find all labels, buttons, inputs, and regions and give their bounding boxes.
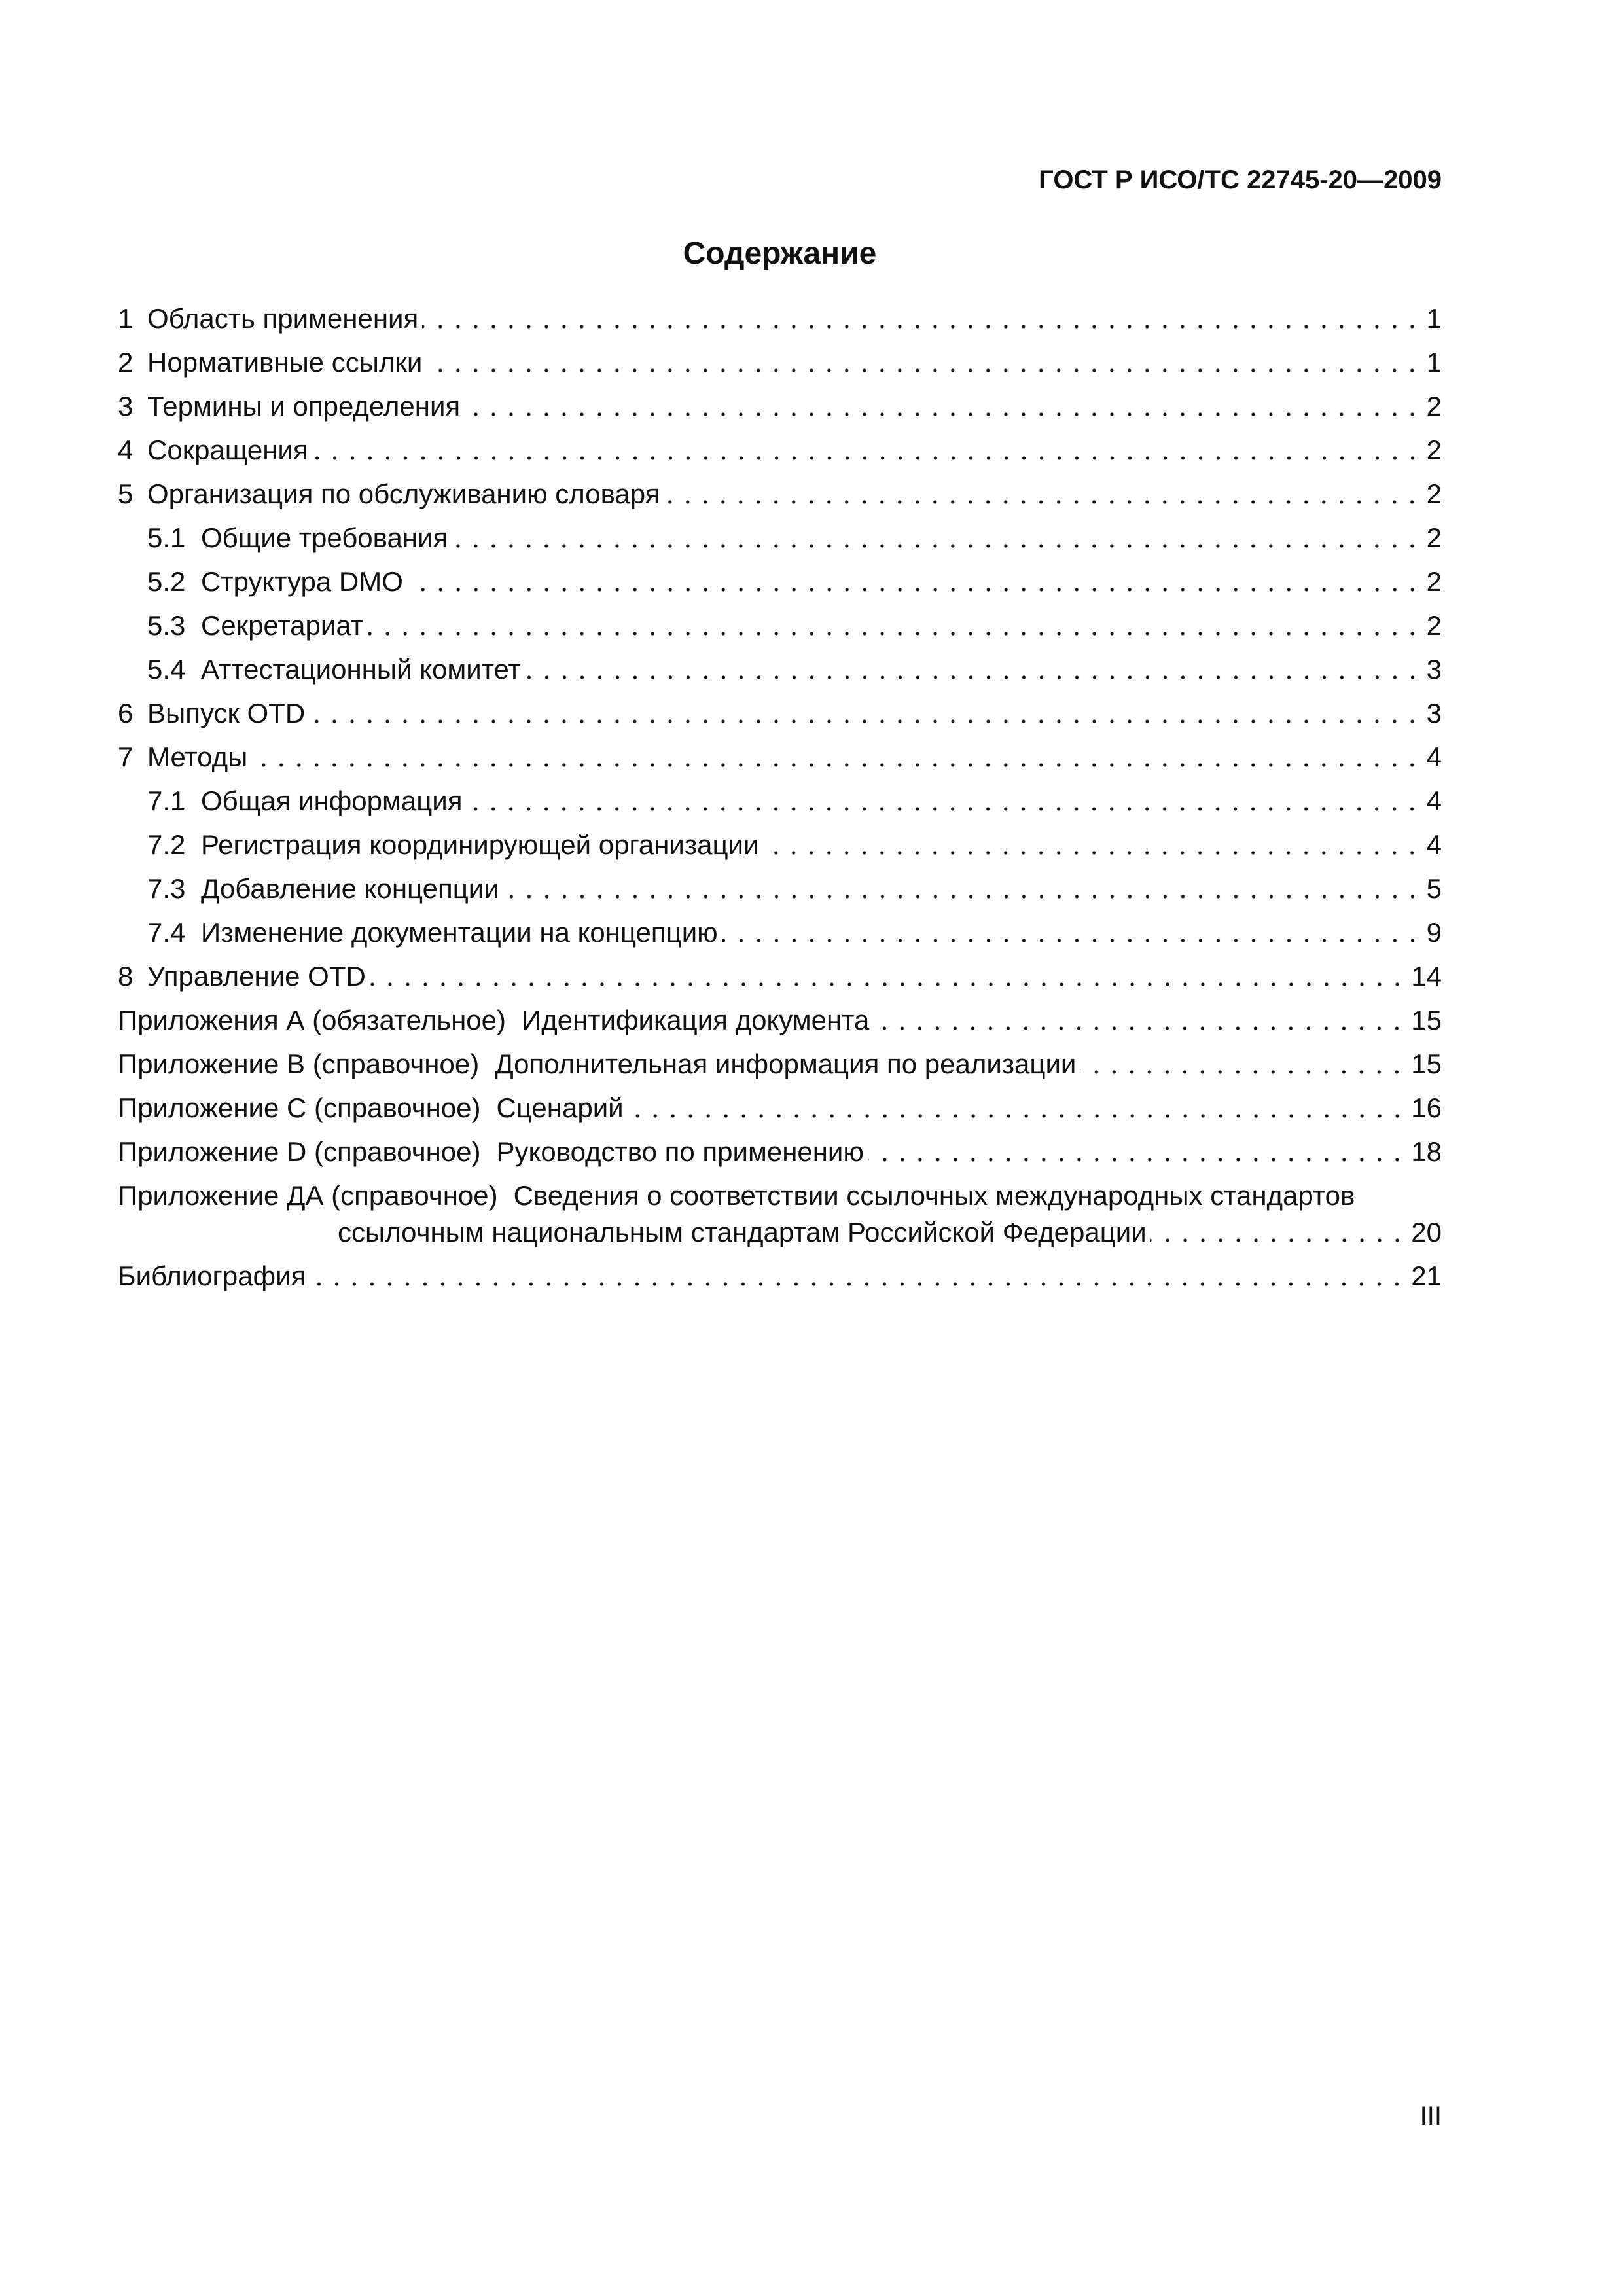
dot-leader bbox=[309, 695, 1421, 732]
entry-page-number: 9 bbox=[1426, 917, 1442, 948]
entry-title: Организация по обслуживанию словаря bbox=[147, 478, 660, 509]
toc-entry-2 bbox=[118, 344, 1442, 381]
entry-first-line bbox=[118, 1177, 1442, 1214]
annex-prefix: Приложение С (справочное) bbox=[118, 1092, 481, 1123]
page-title: Содержание bbox=[683, 236, 877, 271]
entry-number: 1 bbox=[118, 303, 134, 334]
entry-number: 6 bbox=[118, 698, 134, 728]
entry-page-number: 1 bbox=[1426, 347, 1442, 378]
entry-number: 8 bbox=[118, 961, 134, 992]
entry-page-number: 14 bbox=[1411, 961, 1442, 992]
entry-title: Секретариат bbox=[201, 610, 364, 641]
toc-entry-5-3 bbox=[118, 607, 1442, 644]
toc-entry-5 bbox=[118, 476, 1442, 512]
entry-title: Добавление концепции bbox=[201, 873, 499, 904]
toc-entry-5-2 bbox=[118, 564, 1442, 600]
entry-page-number: 16 bbox=[1411, 1092, 1442, 1123]
entry-page-number: 15 bbox=[1411, 1049, 1442, 1079]
dot-leader bbox=[664, 476, 1421, 512]
toc-entry-bibliography bbox=[118, 1258, 1442, 1295]
dot-leader bbox=[251, 739, 1421, 776]
dot-leader bbox=[452, 520, 1421, 556]
entry-page-number: 2 bbox=[1426, 478, 1442, 509]
toc-entry-1 bbox=[118, 300, 1442, 337]
entry-number: 5.4 bbox=[147, 654, 186, 685]
entry-number: 5.3 bbox=[147, 610, 186, 641]
dot-leader bbox=[1150, 1214, 1406, 1251]
dot-leader bbox=[873, 1002, 1406, 1039]
dot-leader bbox=[370, 958, 1406, 995]
toc-entry-annex-d bbox=[118, 1134, 1442, 1170]
entry-title: Руководство по применению bbox=[496, 1136, 864, 1167]
entry-number: 2 bbox=[118, 347, 134, 378]
page-number-footer: III bbox=[1419, 2102, 1442, 2130]
dot-leader bbox=[722, 914, 1421, 951]
entry-number: 3 bbox=[118, 391, 134, 422]
entry-title: Структура DMO bbox=[201, 566, 403, 597]
toc-entry-8 bbox=[118, 958, 1442, 995]
entry-page-number: 21 bbox=[1411, 1261, 1442, 1291]
entry-title: Управление OTD bbox=[147, 961, 366, 992]
entry-title-continuation: ссылочным национальным стандартам Российской Федерации bbox=[338, 1217, 1147, 1247]
entry-title: Регистрация координирующей организации bbox=[201, 829, 759, 860]
entry-page-number: 4 bbox=[1426, 829, 1442, 860]
entry-title: Идентификация документа bbox=[522, 1005, 870, 1035]
dot-leader bbox=[422, 300, 1421, 337]
toc-entry-3 bbox=[118, 388, 1442, 425]
toc-entry-7-4 bbox=[118, 914, 1442, 951]
entry-title: Изменение документации на концепцию bbox=[201, 917, 718, 948]
entry-page-number: 2 bbox=[1426, 391, 1442, 422]
entry-title: Общая информация bbox=[201, 785, 463, 816]
dot-leader bbox=[762, 827, 1421, 863]
entry-page-number: 2 bbox=[1426, 435, 1442, 465]
entry-page-number: 1 bbox=[1426, 303, 1442, 334]
annex-prefix: Приложение В (справочное) bbox=[118, 1049, 480, 1079]
entry-number: 7.2 bbox=[147, 829, 186, 860]
dot-leader bbox=[312, 432, 1421, 469]
annex-prefix: Приложение ДА (справочное) bbox=[118, 1180, 498, 1211]
entry-page-number: 4 bbox=[1426, 742, 1442, 772]
entry-title: Сведения о соответствии ссылочных международных стандартов bbox=[513, 1180, 1355, 1211]
dot-leader bbox=[525, 651, 1421, 688]
entry-page-number: 2 bbox=[1426, 522, 1442, 553]
entry-page-number: 2 bbox=[1426, 610, 1442, 641]
toc-entry-5-4 bbox=[118, 651, 1442, 688]
entry-title: Библиография bbox=[118, 1261, 306, 1291]
entry-page-number: 3 bbox=[1426, 698, 1442, 728]
entry-number: 7.3 bbox=[147, 873, 186, 904]
entry-number: 4 bbox=[118, 435, 134, 465]
toc-entry-annex-a bbox=[118, 1002, 1442, 1039]
toc-entry-annex-b bbox=[118, 1046, 1442, 1083]
toc-entry-7-2 bbox=[118, 827, 1442, 863]
entry-title: Сокращения bbox=[147, 435, 308, 465]
dot-leader bbox=[1080, 1046, 1406, 1083]
dot-leader bbox=[407, 564, 1421, 600]
entry-number: 5.2 bbox=[147, 566, 186, 597]
entry-page-number: 2 bbox=[1426, 566, 1442, 597]
entry-page-number: 5 bbox=[1426, 873, 1442, 904]
toc-entry-5-1 bbox=[118, 520, 1442, 556]
entry-title: Сценарий bbox=[496, 1092, 624, 1123]
entry-title: Общие требования bbox=[201, 522, 448, 553]
toc-entry-annex-c bbox=[118, 1090, 1442, 1126]
entry-title: Аттестационный комитет bbox=[201, 654, 521, 685]
dot-leader bbox=[367, 607, 1421, 644]
annex-prefix: Приложение D (справочное) bbox=[118, 1136, 481, 1167]
entry-continuation-line bbox=[118, 1214, 1442, 1251]
entry-title: Термины и определения bbox=[147, 391, 461, 422]
entry-title: Выпуск OTD bbox=[147, 698, 306, 728]
document-code: ГОСТ Р ИСО/ТС 22745-20—2009 bbox=[1039, 166, 1442, 194]
dot-leader bbox=[868, 1134, 1406, 1170]
entry-title: Методы bbox=[147, 742, 248, 772]
entry-title: Дополнительная информация по реализации bbox=[495, 1049, 1077, 1079]
entry-title: Область применения bbox=[147, 303, 419, 334]
entry-number: 5 bbox=[118, 478, 134, 509]
toc-entry-7 bbox=[118, 739, 1442, 776]
entry-page-number: 20 bbox=[1411, 1217, 1442, 1247]
entry-number: 7 bbox=[118, 742, 134, 772]
entry-number: 7.1 bbox=[147, 785, 186, 816]
dot-leader bbox=[426, 344, 1421, 381]
dot-leader bbox=[466, 783, 1421, 819]
toc-entry-annex-da bbox=[118, 1177, 1442, 1251]
entry-page-number: 4 bbox=[1426, 785, 1442, 816]
toc-entry-4 bbox=[118, 432, 1442, 469]
entry-page-number: 18 bbox=[1411, 1136, 1442, 1167]
entry-number: 7.4 bbox=[147, 917, 186, 948]
entry-page-number: 3 bbox=[1426, 654, 1442, 685]
toc-entry-7-3 bbox=[118, 870, 1442, 907]
entry-title: Нормативные ссылки bbox=[147, 347, 423, 378]
annex-prefix: Приложения А (обязательное) bbox=[118, 1005, 507, 1035]
dot-leader bbox=[503, 870, 1421, 907]
dot-leader bbox=[464, 388, 1421, 425]
toc-entry-7-1 bbox=[118, 783, 1442, 819]
dot-leader bbox=[310, 1258, 1406, 1295]
entry-page-number: 15 bbox=[1411, 1005, 1442, 1035]
entry-number: 5.1 bbox=[147, 522, 186, 553]
dot-leader bbox=[628, 1090, 1406, 1126]
table-of-contents bbox=[118, 300, 1442, 1302]
toc-entry-6 bbox=[118, 695, 1442, 732]
